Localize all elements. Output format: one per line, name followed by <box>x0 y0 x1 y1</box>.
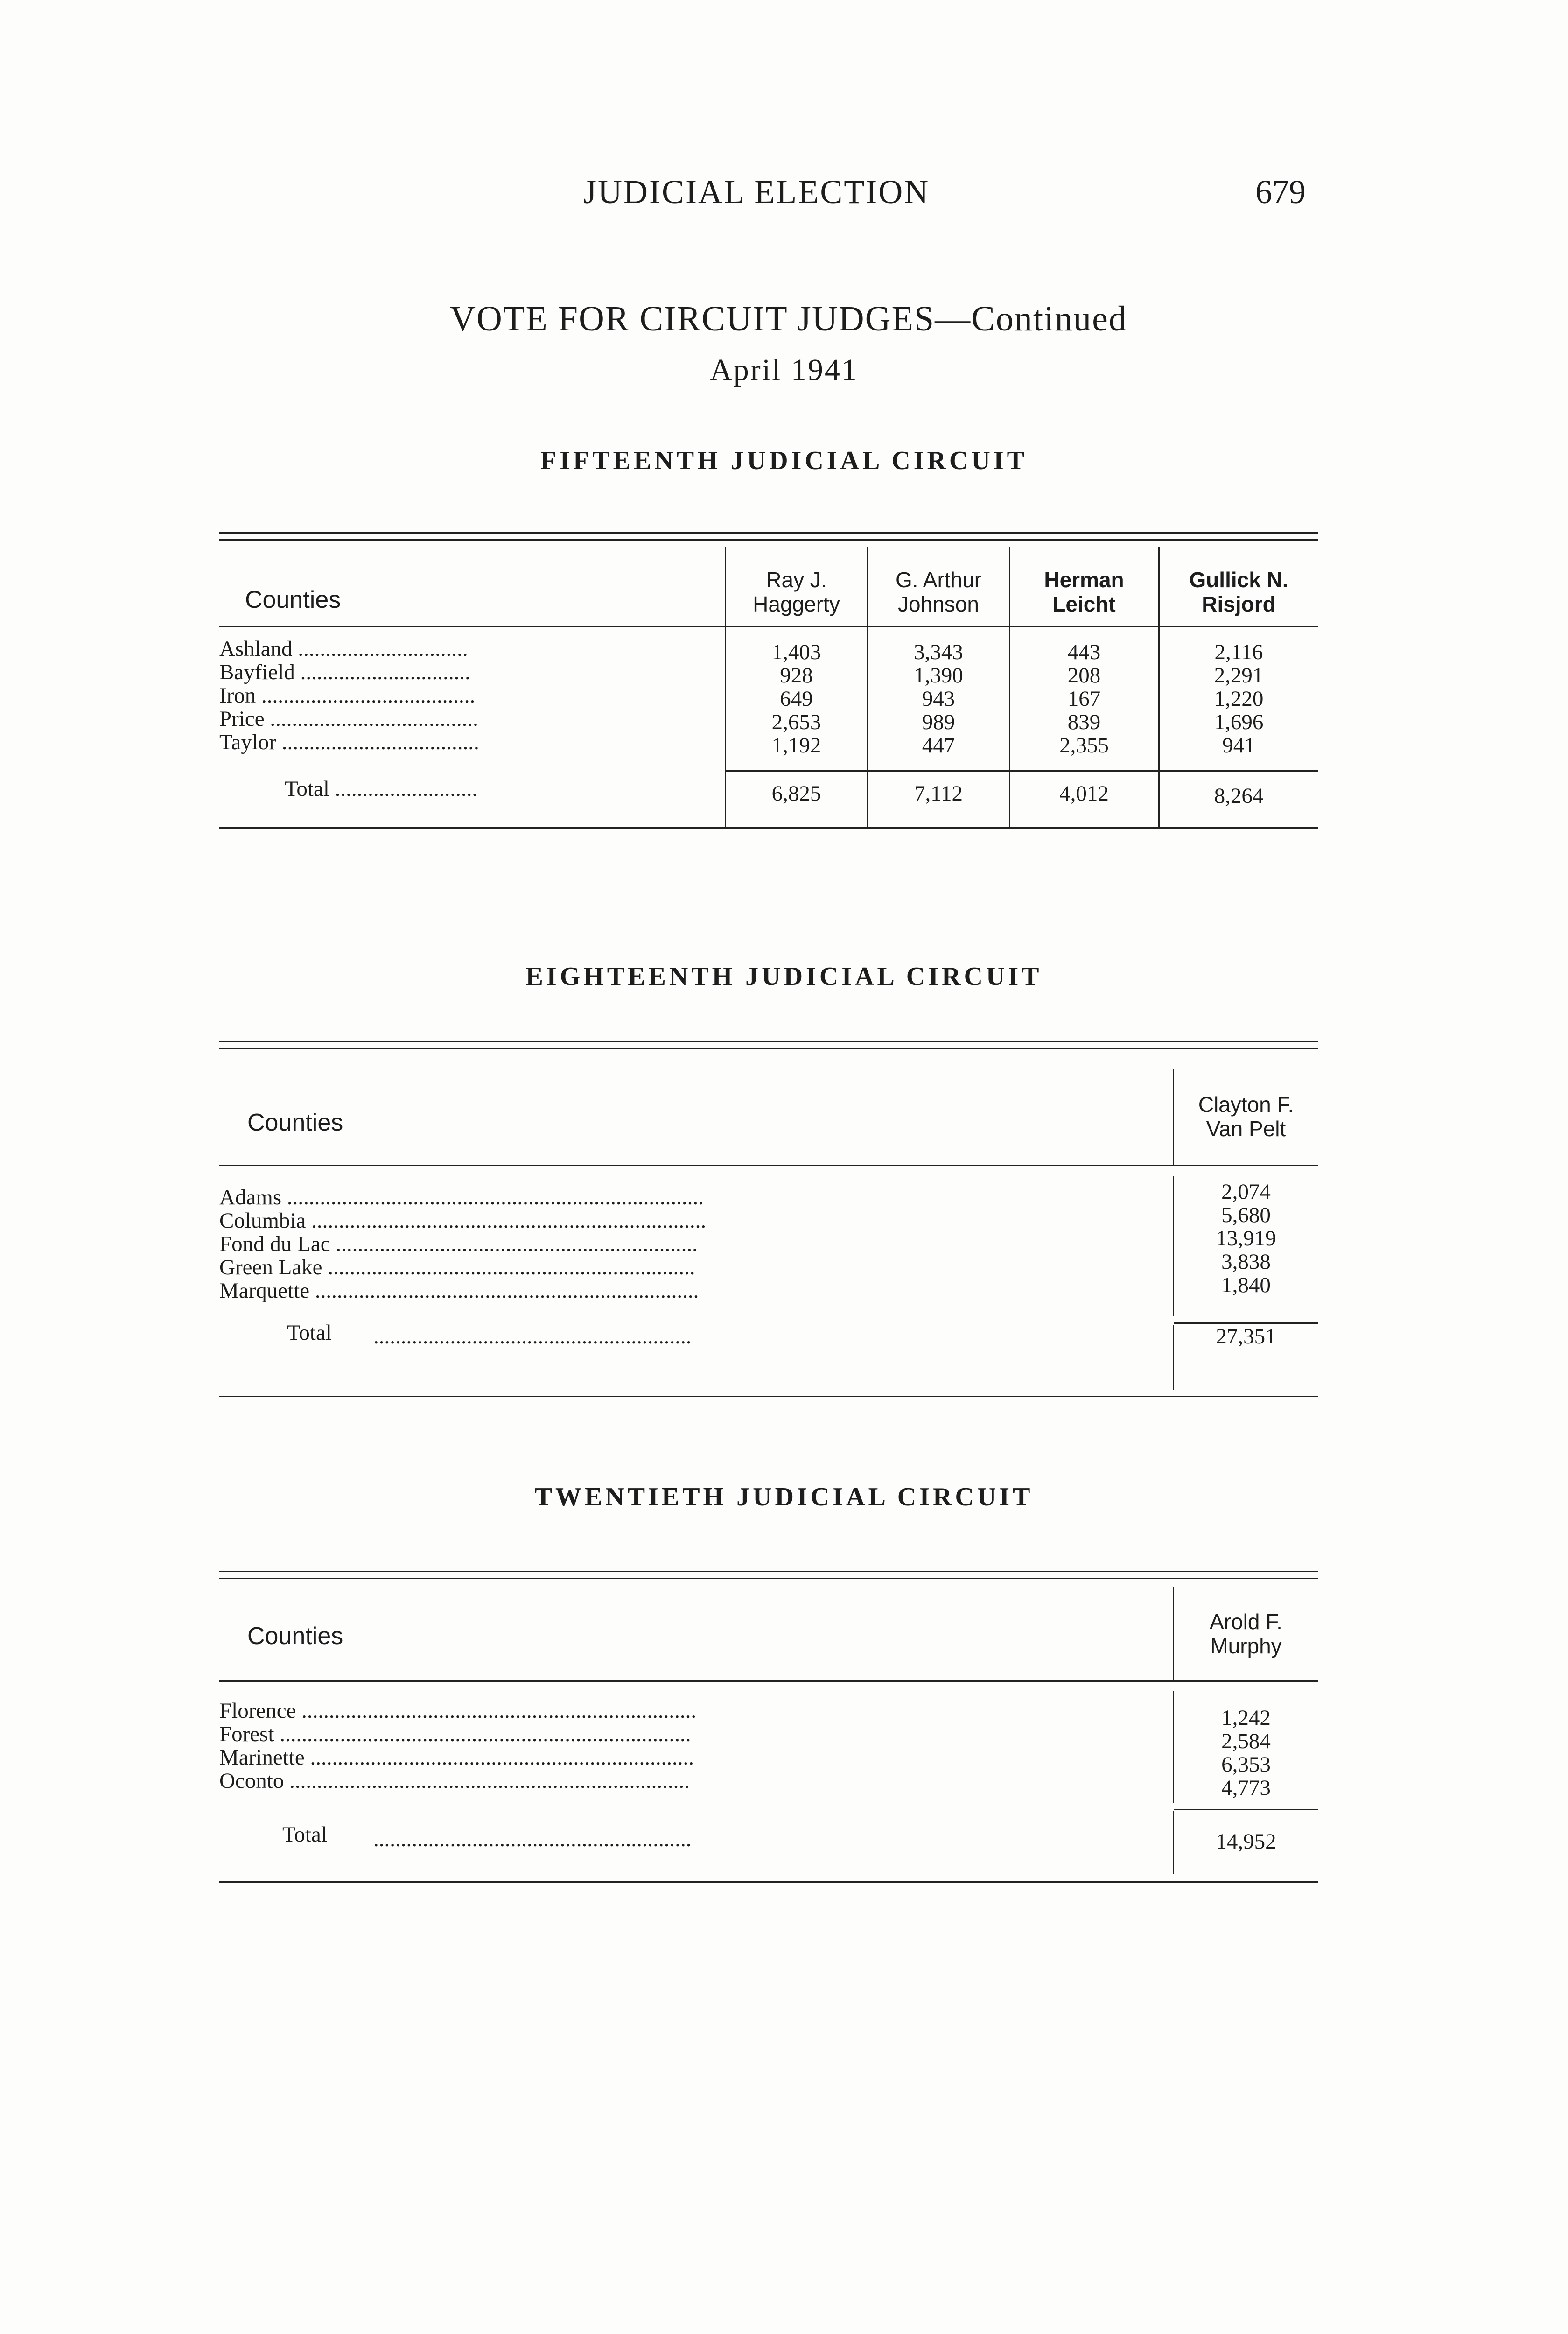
running-head <box>0 173 1568 215</box>
table-bottom-rule <box>219 1396 1318 1397</box>
county-name: Bayfield ............................... <box>219 661 470 684</box>
total-leader-dots: .......................................................... <box>373 1325 692 1348</box>
table-bottom-rule <box>219 827 1318 829</box>
table-top-rule <box>219 1571 1318 1579</box>
candidate-header <box>868 568 1009 616</box>
vote-cell: 2,653 <box>771 710 821 734</box>
candidate-name-line1: Herman <box>1044 568 1124 592</box>
vote-cell: 1,696 <box>1214 710 1264 734</box>
candidate-name-line2: Risjord <box>1202 592 1276 616</box>
table-top-rule <box>219 532 1318 541</box>
vote-cell: 2,116 <box>1214 640 1263 664</box>
header-rule <box>219 626 1318 627</box>
county-name: Oconto ......................................................................... <box>219 1769 690 1793</box>
vote-cell: 447 <box>922 733 955 758</box>
vote-cell: 1,242 <box>1221 1706 1271 1730</box>
candidate-header <box>1174 1092 1318 1141</box>
county-name: Ashland ............................... <box>219 637 468 661</box>
vote-cell: 1,403 <box>771 640 821 664</box>
county-name: Iron ....................................... <box>219 684 476 707</box>
county-name: Columbia ........................................................................ <box>219 1209 707 1232</box>
candidate-name-line2: Murphy <box>1210 1634 1282 1658</box>
vote-cell: 1,390 <box>914 663 963 688</box>
candidate-header <box>726 568 867 616</box>
total-rule <box>1174 1322 1318 1324</box>
vote-cell: 1,840 <box>1221 1273 1271 1297</box>
total-vote-cell: 6,825 <box>771 781 821 806</box>
vote-cell: 3,343 <box>914 640 963 664</box>
candidate-name-line1: Arold F. <box>1210 1610 1282 1634</box>
total-vote-cell: 4,012 <box>1059 781 1109 806</box>
total-vote-cell: 8,264 <box>1214 784 1264 808</box>
vote-cell: 4,773 <box>1221 1776 1271 1800</box>
candidate-name-line2: Leicht <box>1052 592 1116 616</box>
eighteenth-circuit-heading: EIGHTEENTH JUDICIAL CIRCUIT <box>525 962 1043 991</box>
candidate-name-line1: G. Arthur <box>895 568 982 592</box>
twentieth-circuit-heading: TWENTIETH JUDICIAL CIRCUIT <box>534 1483 1034 1511</box>
candidate-name-line2: Van Pelt <box>1206 1117 1286 1141</box>
page-title: VOTE FOR CIRCUIT JUDGES—Continued <box>450 299 1127 338</box>
vote-cell: 5,680 <box>1221 1203 1271 1227</box>
table-bottom-rule <box>219 1881 1318 1883</box>
table-top-rule <box>219 1041 1318 1049</box>
candidate-header <box>1159 568 1318 616</box>
counties-column-header: Counties <box>247 1109 343 1136</box>
total-leader-dots: .......................................................... <box>373 1828 692 1851</box>
fifteenth-circuit-heading: FIFTEENTH JUDICIAL CIRCUIT <box>540 446 1028 475</box>
vote-cell: 989 <box>922 710 955 734</box>
total-rule <box>726 770 1318 772</box>
candidate-header <box>1010 568 1158 616</box>
candidate-name-line1: Clayton F. <box>1198 1092 1294 1117</box>
candidate-name-line2: Haggerty <box>753 592 840 616</box>
vote-cell: 1,220 <box>1214 687 1264 711</box>
total-label: Total .......................... <box>285 777 478 801</box>
vote-cell: 2,355 <box>1059 733 1109 758</box>
candidate-name-line1: Ray J. <box>766 568 827 592</box>
vote-cell: 943 <box>922 687 955 711</box>
vote-cell: 13,919 <box>1216 1226 1276 1251</box>
county-name: Taylor .................................... <box>219 731 479 754</box>
county-name: Marinette ...................................................................... <box>219 1746 694 1769</box>
vote-cell: 3,838 <box>1221 1250 1271 1274</box>
vote-cell: 167 <box>1067 687 1101 711</box>
candidate-name-line2: Johnson <box>898 592 979 616</box>
county-name: Florence ........................................................................ <box>219 1699 697 1722</box>
page-number: 679 <box>1255 173 1306 211</box>
counties-column-header: Counties <box>247 1623 343 1650</box>
vote-cell: 2,074 <box>1221 1180 1271 1204</box>
county-name: Fond du Lac .................................................................. <box>219 1232 698 1256</box>
page-date: April 1941 <box>710 353 858 387</box>
vote-cell: 2,291 <box>1214 663 1264 688</box>
counties-column-header: Counties <box>245 586 341 613</box>
county-name: Price ...................................... <box>219 707 478 731</box>
total-vote-cell: 7,112 <box>914 781 963 806</box>
total-vote-cell: 27,351 <box>1216 1324 1276 1349</box>
total-label: Total <box>287 1321 332 1344</box>
header-rule <box>219 1165 1318 1166</box>
running-title: JUDICIAL ELECTION <box>583 173 930 211</box>
county-name: Green Lake ................................................................... <box>219 1256 695 1279</box>
vote-cell: 941 <box>1222 733 1255 758</box>
candidate-header <box>1174 1610 1318 1658</box>
vote-cell: 2,584 <box>1221 1729 1271 1753</box>
county-name: Marquette ...................................................................... <box>219 1279 699 1302</box>
county-name: Forest ........................................................................... <box>219 1722 691 1746</box>
vote-cell: 443 <box>1067 640 1101 664</box>
vote-cell: 1,192 <box>771 733 821 758</box>
header-rule <box>219 1680 1318 1682</box>
total-rule <box>1174 1809 1318 1810</box>
vote-cell: 208 <box>1067 663 1101 688</box>
total-vote-cell: 14,952 <box>1216 1829 1276 1854</box>
vote-cell: 649 <box>780 687 813 711</box>
candidate-name-line1: Gullick N. <box>1189 568 1288 592</box>
vote-cell: 839 <box>1067 710 1101 734</box>
county-name: Adams ............................................................................ <box>219 1186 704 1209</box>
vote-cell: 6,353 <box>1221 1752 1271 1777</box>
vote-cell: 928 <box>780 663 813 688</box>
total-label: Total <box>282 1823 327 1846</box>
